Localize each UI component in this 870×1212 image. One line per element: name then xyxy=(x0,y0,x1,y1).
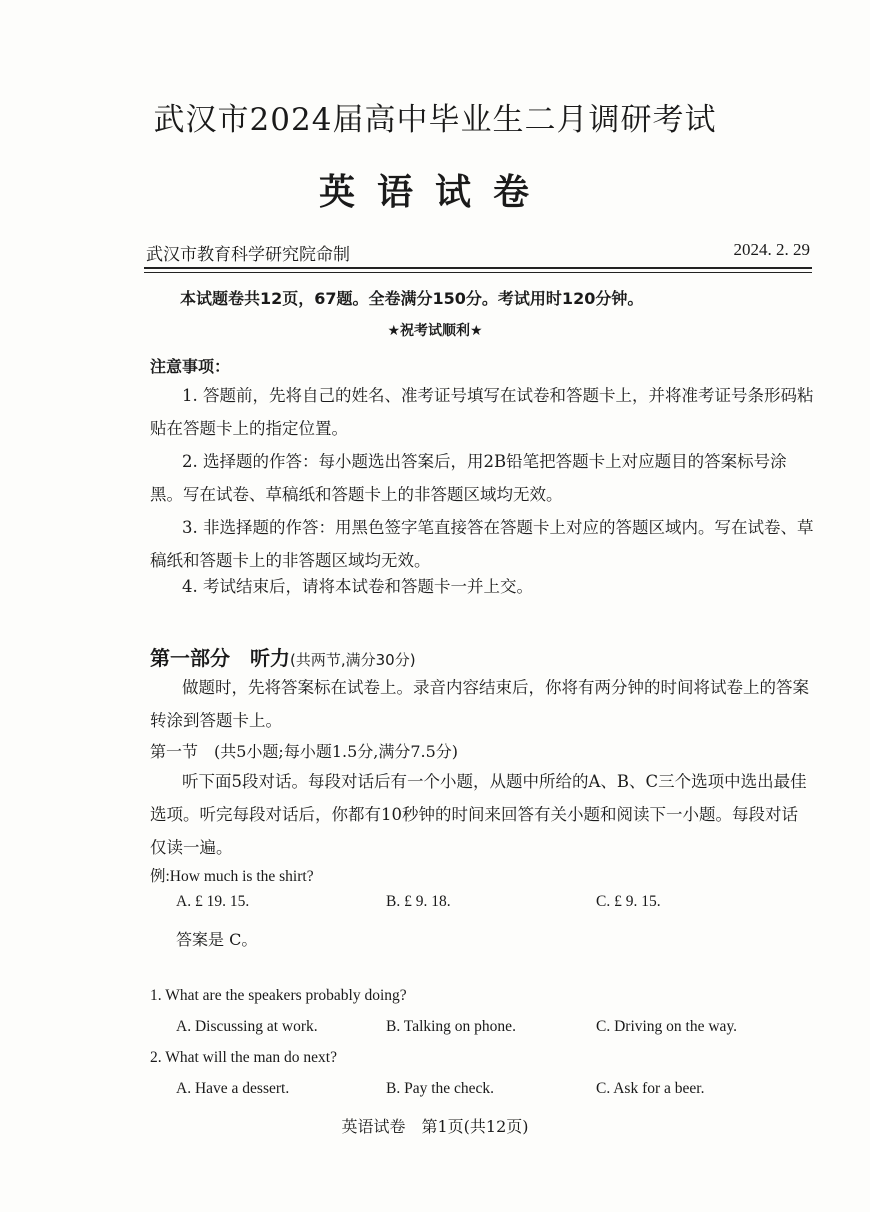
question-1: 1. What are the speakers probably doing? xyxy=(150,987,407,1004)
question-1-option-c: C. Driving on the way. xyxy=(596,1018,738,1035)
part1-score-note: (共两节,满分30分) xyxy=(290,651,416,669)
question-1-option-b: B. Talking on phone. xyxy=(386,1018,516,1035)
good-luck-banner: ★祝考试顺利★ xyxy=(387,323,483,339)
exam-title: 武汉市2024届高中毕业生二月调研考试 xyxy=(153,102,717,138)
exam-date: 2024. 2. 29 xyxy=(733,240,810,259)
note-item-4: 4. 考试结束后，请将本试卷和答题卡一并上交。 xyxy=(182,577,533,596)
issuer: 武汉市教育科学研究院命制 xyxy=(146,245,350,265)
exam-subtitle: 英语试卷 xyxy=(318,172,551,213)
example-option-c: C. £ 9. 15. xyxy=(596,893,661,910)
example-option-a: A. £ 19. 15. xyxy=(176,893,250,910)
note-item-2: 2. 选择题的作答：每小题选出答案后，用2B铅笔把答题卡上对应题目的答案标号涂黑。写在试卷、草稿纸和答题卡上的非答题区域均无效。 xyxy=(150,452,787,504)
part1-title: 第一部分 听力 xyxy=(150,646,290,670)
part1-intro: 做题时，先将答案标在试卷上。录音内容结束后，你将有两分钟的时间将试卷上的答案转涂到答题卡上。 xyxy=(150,678,809,730)
question-2-option-c: C. Ask for a beer. xyxy=(596,1080,705,1097)
question-1-option-a: A. Discussing at work. xyxy=(176,1018,318,1035)
part1-heading xyxy=(150,642,416,671)
note-item-3: 3. 非选择题的作答：用黑色签字笔直接答在答题卡上对应的答题区域内。写在试卷、草稿纸和答题卡上的非答题区域均无效。 xyxy=(150,518,814,570)
header-rule-thick xyxy=(144,267,812,269)
section1-heading: 第一节 (共5小题;每小题1.5分,满分7.5分) xyxy=(150,742,459,761)
example-answer: 答案是 C。 xyxy=(176,930,258,949)
section1-instructions: 听下面5段对话。每段对话后有一个小题，从题中所给的A、B、C三个选项中选出最佳选项。听完每段对话后，你都有10秒钟的时间来回答有关小题和阅读下一小题。每段对话仅读一遍。 xyxy=(150,772,807,857)
exam-summary: 本试题卷共12页，67题。全卷满分150分。考试用时120分钟。 xyxy=(180,289,644,308)
example-question: 例:How much is the shirt? xyxy=(150,868,314,885)
page-footer: 英语试卷 第1页(共12页) xyxy=(341,1117,529,1136)
example-option-b: B. £ 9. 18. xyxy=(386,893,451,910)
header-rule-thin xyxy=(144,272,812,273)
question-2-option-a: A. Have a dessert. xyxy=(176,1080,290,1097)
question-2: 2. What will the man do next? xyxy=(150,1049,337,1066)
note-item-1: 1. 答题前，先将自己的姓名、准考证号填写在试卷和答题卡上，并将准考证号条形码粘贴在答题卡上的指定位置。 xyxy=(150,386,814,438)
notes-heading: 注意事项： xyxy=(150,357,231,376)
question-2-option-b: B. Pay the check. xyxy=(386,1080,495,1097)
